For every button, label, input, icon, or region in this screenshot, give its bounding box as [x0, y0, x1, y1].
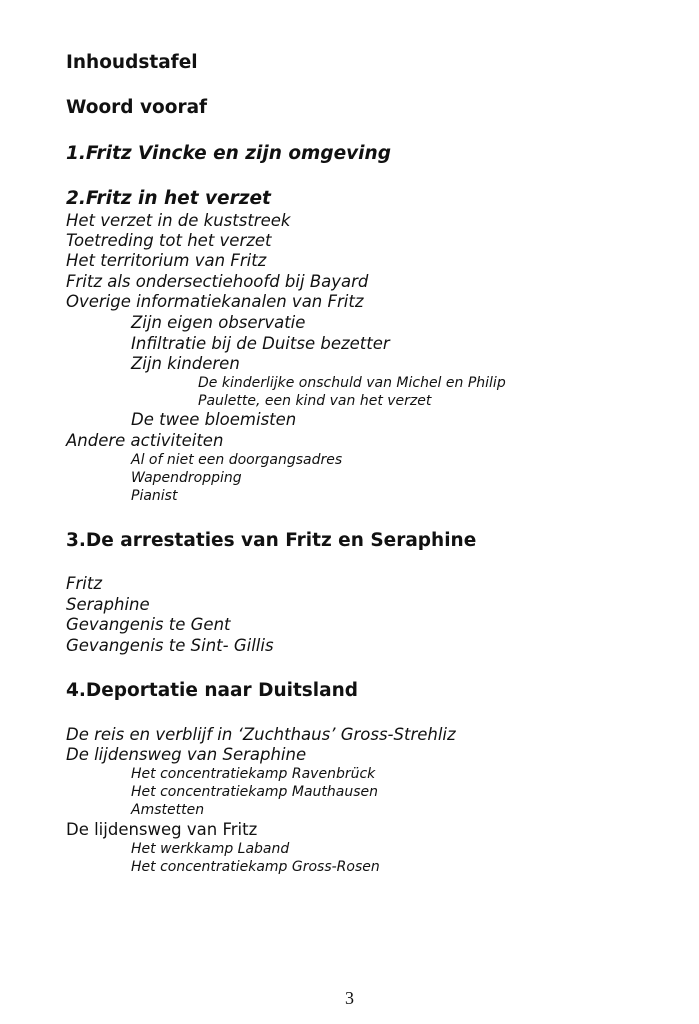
- toc-subentry: Zijn kinderen: [131, 354, 240, 373]
- toc-entry: Overige informatiekanalen van Fritz: [66, 292, 364, 311]
- toc-entry: De lijdensweg van Seraphine: [66, 745, 307, 764]
- toc-entry: Het territorium van Fritz: [66, 251, 267, 270]
- toc-entry: Toetreding tot het verzet: [66, 231, 272, 250]
- toc-entry: De reis en verblijf in ‘Zuchthaus’ Gross-Strehliz: [66, 725, 456, 744]
- toc-entry: Fritz als ondersectiehoofd bij Bayard: [66, 272, 369, 291]
- toc-entry: Seraphine: [66, 595, 150, 614]
- toc-subentry: Het concentratiekamp Gross-Rosen: [131, 859, 380, 875]
- chapter-3-heading: 3.De arrestaties van Fritz en Seraphine: [66, 530, 477, 551]
- toc-subentry: Amstetten: [131, 802, 205, 818]
- toc-subentry: Infiltratie bij de Duitse bezetter: [131, 334, 390, 353]
- toc-subentry: Wapendropping: [131, 470, 242, 486]
- toc-entry: Fritz: [66, 574, 102, 593]
- toc-subentry: Zijn eigen observatie: [131, 313, 306, 332]
- toc-subentry: Het werkkamp Laband: [131, 841, 290, 857]
- chapter-1-heading: 1.Fritz Vincke en zijn omgeving: [66, 143, 391, 164]
- toc-entry: Het verzet in de kuststreek: [66, 211, 291, 230]
- toc-title: Inhoudstafel: [66, 52, 198, 73]
- toc-subsubentry: De kinderlijke onschuld van Michel en Philip: [198, 375, 506, 391]
- toc-subsubentry: Paulette, een kind van het verzet: [198, 393, 432, 409]
- chapter-4-heading: 4.Deportatie naar Duitsland: [66, 680, 359, 701]
- toc-entry: Andere activiteiten: [66, 431, 224, 450]
- page-number: 3: [345, 988, 354, 1008]
- toc-entry: Gevangenis te Gent: [66, 615, 231, 634]
- toc-subentry: Al of niet een doorgangsadres: [131, 452, 343, 468]
- foreword-heading: Woord vooraf: [66, 97, 208, 118]
- toc-entry: Gevangenis te Sint- Gillis: [66, 636, 274, 655]
- toc-subentry: De twee bloemisten: [131, 410, 297, 429]
- toc-subentry: Het concentratiekamp Mauthausen: [131, 784, 379, 800]
- toc-entry: De lijdensweg van Fritz: [66, 820, 258, 839]
- chapter-2-heading: 2.Fritz in het verzet: [66, 188, 271, 209]
- toc-subentry: Het concentratiekamp Ravenbrück: [131, 766, 376, 782]
- toc-subentry: Pianist: [131, 488, 178, 504]
